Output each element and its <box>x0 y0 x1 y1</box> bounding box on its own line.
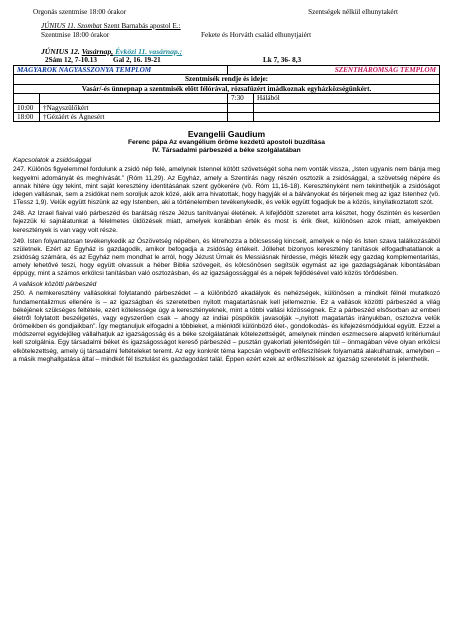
time-left-cell: 10:00 <box>14 103 40 112</box>
june12-feast: Évközi 11. vasárnap.; <box>113 47 183 56</box>
june11-mass-row <box>13 31 440 40</box>
june12-heading <box>13 47 440 56</box>
first-reading: 2Sám 12, 7-10.13 <box>45 56 97 64</box>
rosary-note: Vasár/-és ünnepnap a szentmisék előtt félórával, rózsafüzért imádkoznak egyházközségünkért. <box>14 84 440 93</box>
text-right-cell: Hálából <box>254 94 440 103</box>
paragraph-250: 250. A nemkeresztény vallásokkal folytatandó párbeszédet – a különböző akadályok és nehézségek, különösen a mindkét félnél mutatkozó fundamentalizmus ellenére is – az igazságban és szeretetben nyitott magatartásnak kell jellemeznie. Ez a vallások közötti párbeszéd a világ békéjének szükséges feltétele, ezért kötelessége úgy a keresztényeknek, mint a többi vallási közösségnek. Ez a párbeszéd elsősorban az emberi életről folytatott beszélgetés, vagy egyszerűen csak – ahogy az indiai püspökök javasolják –„nyitott magatartás irányukban, osztozva velük örömeikben és gondjaikban”. Így megtanuljuk elfogadni a többieket, a miénktől különböző élet-, gondolkodás- és kifejezésmódjukkal együtt. Ezzel a módszerrel egyidejűleg vállalhatjuk az igazságosság és a béke szolgálatának kötelezettségét, amelynek minden eszmecsere alapvető kritériumául kell szolgálnia. Egy társadalmi béket és igazságosságot kereső párbeszéd – pusztán gyakorlati jelentőségén túl – önmagában véve olyan erkölcsi elkötelezettség, amely új társadalmi feltételeket teremt. Az egy konkrét téma kapcsán végbevitt erőfeszítések folyamattá alakulhatnak, amelyben – a másik meghallgatása által – mindkét fél tisztulást és gazdagodást talál. Éppen ezért ezek az erőfeszítések az igazság szeretetét is jelenthetik. <box>13 290 440 363</box>
june12-day: Vasárnap, <box>81 47 114 56</box>
second-reading: Gal 2, 16. 19-21 <box>113 56 161 64</box>
schedule-heading-row <box>14 75 440 84</box>
mass-schedule-table <box>13 65 440 122</box>
readings-row <box>13 56 440 65</box>
evening-mass-line <box>13 8 440 17</box>
text-left-cell: †Nagyszülőkért <box>40 103 228 112</box>
paragraph-249: 249. Isten folyamatosan tevékenykedik az Ószövetség népében, és létrehozza a bölcsesség kincseit, amelyek e nép és Isten szava találkozásából születnek. Ezért az Egyház is gazdagodik, amikor befogadja a zsidóság értékeit. Jóllehet bizonyos keresztény tanítások elfogadhatatlanok a zsidóság számára, és az Egyház nem mondhat le arról, hogy Jézust Úrnak és Messiásnak hirdesse, mégis létezik egy gazdag komplementaritás, amely lehetővé teszi, hogy együtt olvassuk a héber Biblia szövegeit, és kölcsönösen segítsük egymást az ige gazdagságának kibontásában éppúgy, mint a számos erkölcsi tanításban való osztozásban, és az igazságossággal és a népek fejlődésével való közös törődésben. <box>13 237 440 278</box>
section-heading: Kapcsolatok a zsidósággal <box>13 157 92 165</box>
time-right-cell <box>228 103 254 112</box>
june11-date: JÚNIUS 11. Szombat <box>41 22 102 30</box>
paragraph-247: 247. Különös figyelemmel fordulunk a zsidó nép felé, amelynek Istennel kötött szövetségét soha nem vonták vissza, „Isten ugyanis nem bánja meg kegyelmi adományát és meghívását.” (Róm 11,29). Az Egyház, amely a Szentírás nagy részén osztozik a zsidósággal, a szövetség népére és annak hitére úgy tekint, mint saját keresztény identitásának szent gyökerére (vö. Róm 11,16-18). Keresztényként nem tekinthetjük a zsidóságot idegen vallásnak, sem a zsidókat nem soroljuk azok közé, akik arra hivatottak, hogy hagyják el a bálványokat és térjenek meg az igaz Istenhez (vö. 1Tessz 1,9). Velük együtt hiszünk az egy Istenben, aki a történelemben tevékenykedik, és velük együtt fogadjuk be a közös, kinyilatkoztatott szót. <box>13 166 440 207</box>
church-left-name: MAGYAROK NAGYASSZONYA TEMPLOM <box>14 66 228 75</box>
june12-date: JÚNIUS 12. <box>41 47 80 56</box>
june11-feast: Szent Barnabás apostol E.: <box>101 22 181 30</box>
evangelii-title: Evangelii Gaudium <box>187 129 266 140</box>
time-left-cell: 18:00 <box>14 113 40 122</box>
table-row <box>14 103 440 112</box>
june11-mass-time: Szentmise 18:00 órakor <box>41 31 110 39</box>
evangelii-subtitle: Ferenc pápa Az evangélium öröme kezdetű apostoli buzdítása <box>127 139 326 147</box>
text-right-cell <box>254 113 440 122</box>
schedule-heading: Szentmisék rendje és ideje: <box>14 75 440 84</box>
paragraph-248: 248. Az Izrael fiaival való párbeszéd és barátság része Jézus tanítványai életének. A kifejlődött szeretet arra késztet, hogy őszintén és keserűen fejezzük ki sajnálatunkat a félelmetes üldözések miatt, amelyek korábban érték és most is érik őket, különösen azok miatt, amelyekben keresztények is van vagy volt része. <box>13 210 440 234</box>
time-right-cell <box>228 113 254 122</box>
rosary-note-row <box>14 84 440 93</box>
gospel-reading: Lk 7, 36- 8,3 <box>263 56 302 64</box>
church-names-row <box>14 66 440 75</box>
section-heading: A vallások közötti párbeszéd <box>13 281 97 289</box>
june11-heading <box>13 22 440 31</box>
table-row <box>14 94 440 103</box>
table-row <box>14 113 440 122</box>
text-left-cell: †Gézáért és Ágnesért <box>40 113 228 122</box>
church-right-name: SZENTHÁROMSÁG TEMPLOM <box>228 66 440 75</box>
time-right-cell: 7:30 <box>228 94 254 103</box>
time-left-cell <box>14 94 40 103</box>
text-right-cell <box>254 103 440 112</box>
mass-intention-text: Szentségek nélkül elhunytakért <box>308 8 398 16</box>
june11-intention: Fekete és Horváth család elhunytjaiért <box>201 31 312 39</box>
text-left-cell <box>40 94 228 103</box>
organ-mass-text: Orgonás szentmise 18:00 órakor <box>33 8 127 16</box>
evangelii-chapter: IV. Társadalmi párbeszéd a béke szolgálatában <box>152 147 301 155</box>
